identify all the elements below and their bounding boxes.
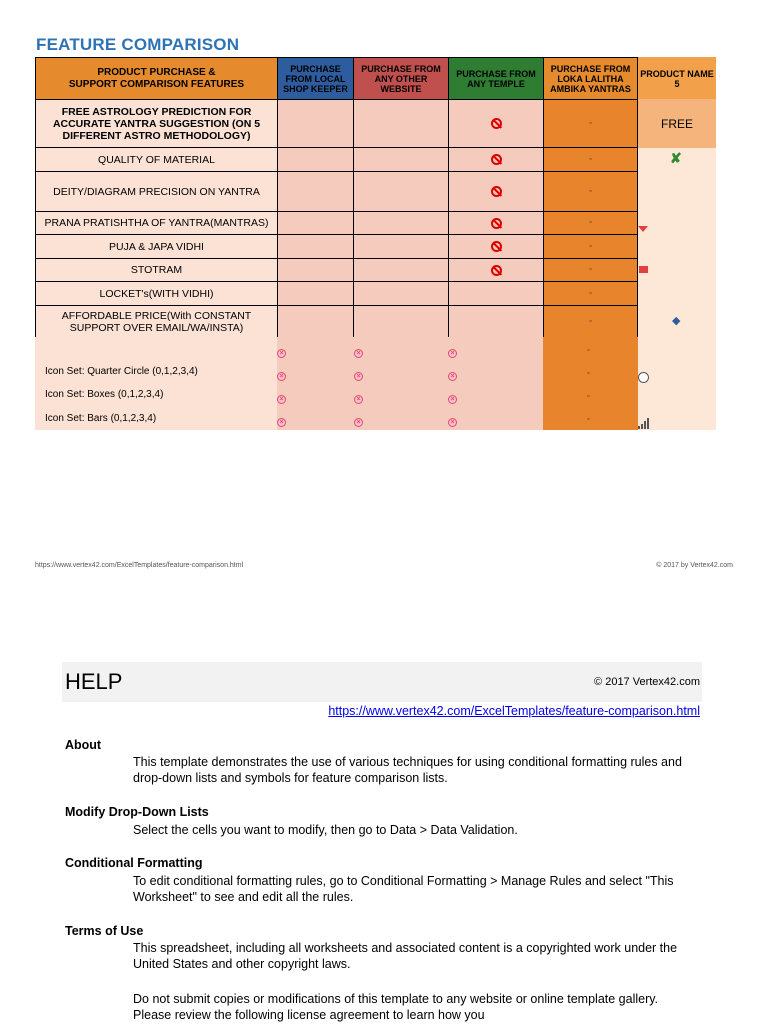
help-title: HELP [65,669,123,694]
temple-cell [448,99,544,148]
blue-diamond-icon: ◆ [672,315,681,327]
green-x-icon: ✘ [670,150,682,166]
box-glyph-icon: ▫ [589,266,592,273]
feature-label: PUJA & JAPA VIDHI [35,234,278,259]
help-link[interactable]: https://www.vertex42.com/ExcelTemplates/feature-comparison.html [328,704,700,718]
iconset-cells-bg [277,337,544,430]
local-shop-cell [277,258,354,282]
other-website-cell [353,305,449,338]
help-section-heading: About [65,738,102,752]
other-website-cell [353,171,449,212]
loka-cell [543,171,638,212]
other-website-cell [353,234,449,259]
loka-cell [543,147,638,172]
prohibited-icon [491,118,502,129]
local-shop-cell [277,171,354,212]
box-glyph-icon: ▫ [589,155,592,163]
header-features: PRODUCT PURCHASE & SUPPORT COMPARISON FEATURES [35,57,278,100]
red-x-circle-icon: × [354,349,363,358]
box-glyph-icon: ▫ [589,317,592,325]
help-section-heading: Conditional Formatting [65,856,203,870]
loka-cell [543,99,638,148]
iconset-label: Icon Set: Bars (0,1,2,3,4) [45,413,157,424]
temple-cell [448,211,544,235]
red-triangle-icon [638,226,648,232]
feature-label: LOCKET's(WITH VIDHI) [35,281,278,306]
red-x-circle-icon: × [277,395,286,404]
free-badge: FREE [638,99,716,148]
help-section-text: This template demonstrates the use of various techniques for using conditional formatting rules and drop-down lists and symbols for feature comparison lists. [133,755,682,785]
red-x-circle-icon: × [448,372,457,381]
help-copyright: © 2017 Vertex42.com [594,676,700,688]
prohibited-icon [491,154,502,165]
red-flag-icon [639,266,648,273]
feature-label: PRANA PRATISHTHA OF YANTRA(MANTRAS) [35,211,278,235]
local-shop-cell [277,305,354,338]
help-extra-text: Do not submit copies or modifications of this template to any website or online template gallery. Please review the following license agreement to learn how you [133,992,659,1022]
red-x-circle-icon: × [354,418,363,427]
header-local-shop: PURCHASE FROM LOCAL SHOP KEEPER [277,57,354,100]
other-website-cell [448,305,544,338]
feature-label: STOTRAM [35,258,278,282]
iconset-label: Icon Set: Boxes (0,1,2,3,4) [45,389,164,400]
red-x-circle-icon: × [354,395,363,404]
other-website-cell [353,99,449,148]
feature-label: AFFORDABLE PRICE(With CONSTANT SUPPORT OVER EMAIL/WA/INSTA) [35,305,278,338]
footer-url[interactable]: https://www.vertex42.com/ExcelTemplates/feature-comparison.html [35,562,244,569]
header-loka-lalitha: PURCHASE FROM LOKA LALITHA AMBIKA YANTRAS [543,57,638,100]
local-shop-cell [277,281,354,306]
red-x-circle-icon: × [277,418,286,427]
box-glyph-icon: ▫ [589,187,592,195]
other-website-cell [448,281,544,306]
red-x-circle-icon: × [277,372,286,381]
loka-cell [543,258,638,282]
red-x-circle-icon: × [448,349,457,358]
header-temple: PURCHASE FROM ANY TEMPLE [448,57,544,100]
help-section-text: Select the cells you want to modify, then go to Data > Data Validation. [133,823,518,837]
page-title: FEATURE COMPARISON [36,35,240,54]
prohibited-icon [491,265,502,276]
temple-cell [448,147,544,172]
box-glyph-icon: ▫ [587,370,590,377]
prohibited-icon [491,186,502,197]
box-glyph-icon: ▫ [587,347,590,354]
product5-column-bg [638,99,716,430]
feature-label: FREE ASTROLOGY PREDICTION FOR ACCURATE YANTRA SUGGESTION (ON 5 DIFFERENT ASTRO METHODOLOGY) [35,99,278,148]
local-shop-cell [277,211,354,235]
feature-label: QUALITY OF MATERIAL [35,147,278,172]
feature-label: DEITY/DIAGRAM PRECISION ON YANTRA [35,171,278,212]
box-glyph-icon: ▫ [589,219,592,226]
local-shop-cell [277,234,354,259]
local-shop-cell [277,147,354,172]
help-section-heading: Modify Drop-Down Lists [65,805,209,819]
box-glyph-icon: ▫ [589,119,592,127]
red-x-circle-icon: × [277,349,286,358]
box-glyph-icon: ▫ [587,393,590,400]
red-x-circle-icon: × [448,418,457,427]
local-shop-cell [277,99,354,148]
other-website-cell [353,211,449,235]
prohibited-icon [491,241,502,252]
other-website-cell [353,281,449,306]
footer-copyright: © 2017 by Vertex42.com [656,562,733,569]
header-product-5: PRODUCT NAME 5 [638,57,716,100]
prohibited-icon [491,218,502,229]
temple-cell [448,171,544,212]
help-section-heading: Terms of Use [65,924,144,938]
header-other-website: PURCHASE FROM ANY OTHER WEBSITE [353,57,449,100]
help-section-text: To edit conditional formatting rules, go to Conditional Formatting > Manage Rules and select "This Worksheet" to see and edit all the rules. [133,874,674,904]
loka-cell [543,234,638,259]
box-glyph-icon: ▫ [587,416,590,423]
loka-cell [543,281,638,306]
help-section-text: This spreadsheet, including all worksheets and associated content is a copyrighted work under the United States and other copyright laws. [133,941,678,971]
other-website-cell [353,147,449,172]
iconset-label: Icon Set: Quarter Circle (0,1,2,3,4) [45,366,198,377]
quarter-circle-icon [638,372,649,383]
loka-cell [543,211,638,235]
iconset-orange-bg [543,337,638,430]
red-x-circle-icon: × [354,372,363,381]
temple-cell [448,234,544,259]
bars-icon [637,417,651,429]
temple-cell [448,258,544,282]
other-website-cell [353,258,449,282]
red-x-circle-icon: × [448,395,457,404]
loka-cell [543,305,638,338]
box-glyph-icon: ▫ [589,289,592,297]
box-glyph-icon: ▫ [589,242,592,250]
